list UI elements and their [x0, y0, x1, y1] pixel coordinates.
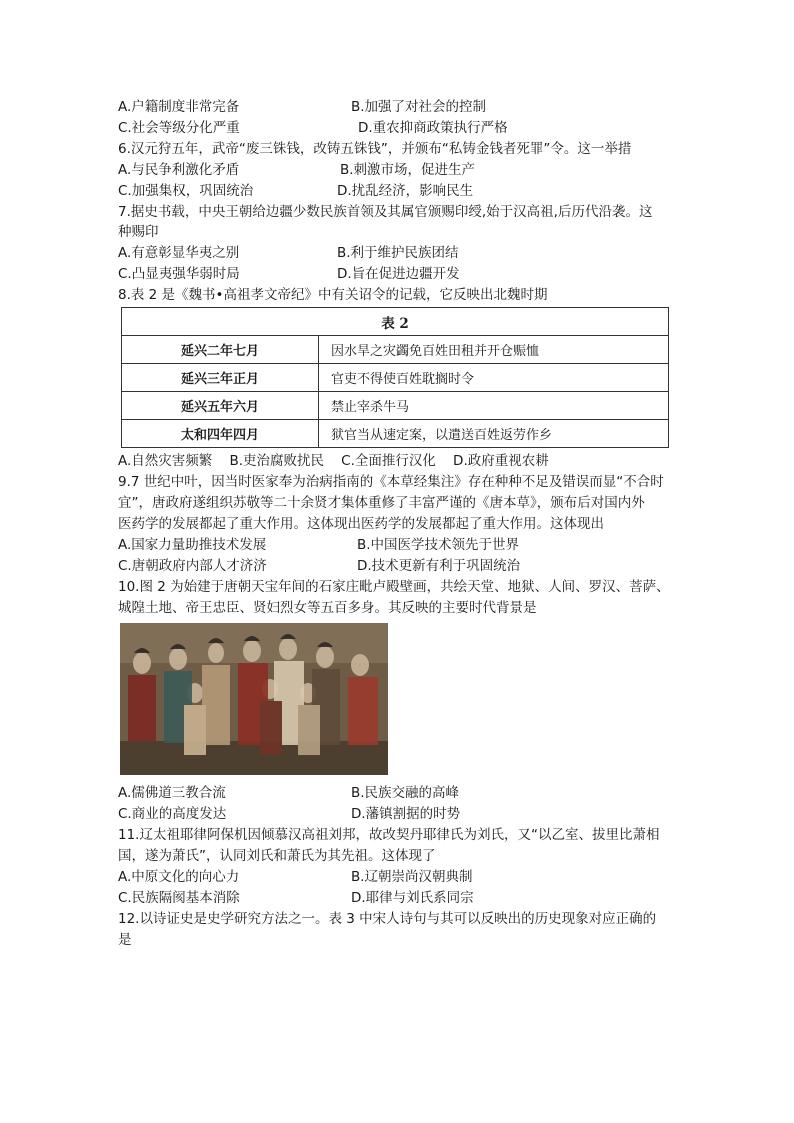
table-row	[122, 336, 669, 364]
table-title: 表 2	[122, 308, 669, 336]
mural-image	[120, 623, 388, 775]
q9-option-c: C.唐朝政府内部人才济济	[118, 558, 267, 574]
q7-option-c: C.凸显夷强华弱时局	[118, 266, 240, 282]
q9-option-b: B.中国医学技术领先于世界	[357, 537, 520, 553]
q11-option-d: D.耶律与刘氏系同宗	[351, 890, 474, 906]
q6-option-d: D.扰乱经济，影响民生	[337, 183, 474, 199]
table-cell-date: 延兴三年正月	[122, 364, 319, 392]
q12-stem-line-2: 是	[118, 932, 132, 948]
q5-option-a: A.户籍制度非常完备	[118, 99, 240, 115]
q9-option-a: A.国家力量助推技术发展	[118, 537, 267, 553]
q6-option-c: C.加强集权，巩固统治	[118, 183, 254, 199]
q7-stem-line-1: 7.据史书载，中央王朝给边疆少数民族首领及其属官颁赐印绶,始于汉高祖,后历代沿袭。这	[118, 204, 653, 220]
q11-stem-line-1: 11.辽太祖耶律阿保机因倾慕汉高祖刘邦，故改契丹耶律氏为刘氏，又“以乙室、拔里比萧相	[118, 827, 660, 843]
q9-stem-line-2: 宜”，唐政府遂组织苏敬等二十余贤才集体重修了丰富严谨的《唐本草》，颁布后对国内外	[118, 495, 645, 511]
q11-option-c: C.民族隔阂基本消除	[118, 890, 240, 906]
q12-stem-line-1: 12.以诗证史是史学研究方法之一。表 3 中宋人诗句与其可以反映出的历史现象对应正确的	[118, 911, 657, 927]
table-cell-date: 太和四年四月	[122, 420, 319, 448]
q5-option-d: D.重农抑商政策执行严格	[358, 120, 508, 136]
q10-option-d: D.藩镇割据的时势	[351, 806, 461, 822]
q7-option-a: A.有意彰显华夷之别	[118, 245, 240, 261]
q10-option-b: B.民族交融的高峰	[351, 785, 460, 801]
q5-option-b: B.加强了对社会的控制	[351, 99, 487, 115]
q8-stem: 8.表 2 是《魏书•高祖孝文帝纪》中有关诏令的记载，它反映出北魏时期	[118, 287, 548, 303]
table-row	[122, 420, 669, 448]
table-cell-content: 狱官当从速定案，以遣送百姓返劳作乡	[319, 420, 669, 448]
q6-stem: 6.汉元狩五年，武帝“废三铢钱，改铸五铢钱”，并颁布“私铸金钱者死罪”令。这一举措	[118, 141, 632, 157]
q9-stem-line-3: 医药学的发展都起了重大作用。这体现出医药学的发展都起了重大作用。这体现出	[118, 516, 604, 532]
table-2	[121, 307, 669, 448]
q11-option-b: B.辽朝崇尚汉朝典制	[351, 869, 473, 885]
q5-option-c: C.社会等级分化严重	[118, 120, 240, 136]
q11-option-a: A.中原文化的向心力	[118, 869, 240, 885]
q10-option-a: A.儒佛道三教合流	[118, 785, 226, 801]
table-row	[122, 364, 669, 392]
q9-stem-line-1: 9.7 世纪中叶，因当时医家奉为治病指南的《本草经集注》存在种种不足及错误而显“不合时	[118, 474, 664, 490]
q9-option-d: D.技术更新有利于巩固统治	[357, 558, 521, 574]
q7-stem-line-2: 种赐印	[118, 224, 159, 240]
q8-options: A.自然灾害频繁 B.吏治腐败扰民 C.全面推行汉化 D.政府重视农耕	[118, 453, 549, 469]
q11-stem-line-2: 国，遂为萧氏”，认同刘氏和萧氏为其先祖。这体现了	[118, 848, 436, 864]
table-cell-content: 禁止宰杀牛马	[319, 392, 669, 420]
q7-option-b: B.利于维护民族团结	[337, 245, 459, 261]
q6-option-a: A.与民争利激化矛盾	[118, 162, 240, 178]
table-cell-date: 延兴五年六月	[122, 392, 319, 420]
q10-option-c: C.商业的高度发达	[118, 806, 227, 822]
table-cell-date: 延兴二年七月	[122, 336, 319, 364]
table-row	[122, 392, 669, 420]
q7-option-d: D.旨在促进边疆开发	[337, 266, 460, 282]
q10-stem-line-2: 城隍土地、帝王忠臣、贤妇烈女等五百多身。其反映的主要时代背景是	[118, 600, 537, 616]
q10-stem-line-1: 10.图 2 为始建于唐朝天宝年间的石家庄毗卢殿壁画，共绘天堂、地狱、人间、罗汉、菩萨、	[118, 579, 670, 595]
mural-figures	[120, 623, 388, 775]
table-cell-content: 因水旱之灾蠲免百姓田租并开仓赈恤	[319, 336, 669, 364]
table-cell-content: 官吏不得使百姓耽搁时令	[319, 364, 669, 392]
q6-option-b: B.刺激市场，促进生产	[340, 162, 476, 178]
